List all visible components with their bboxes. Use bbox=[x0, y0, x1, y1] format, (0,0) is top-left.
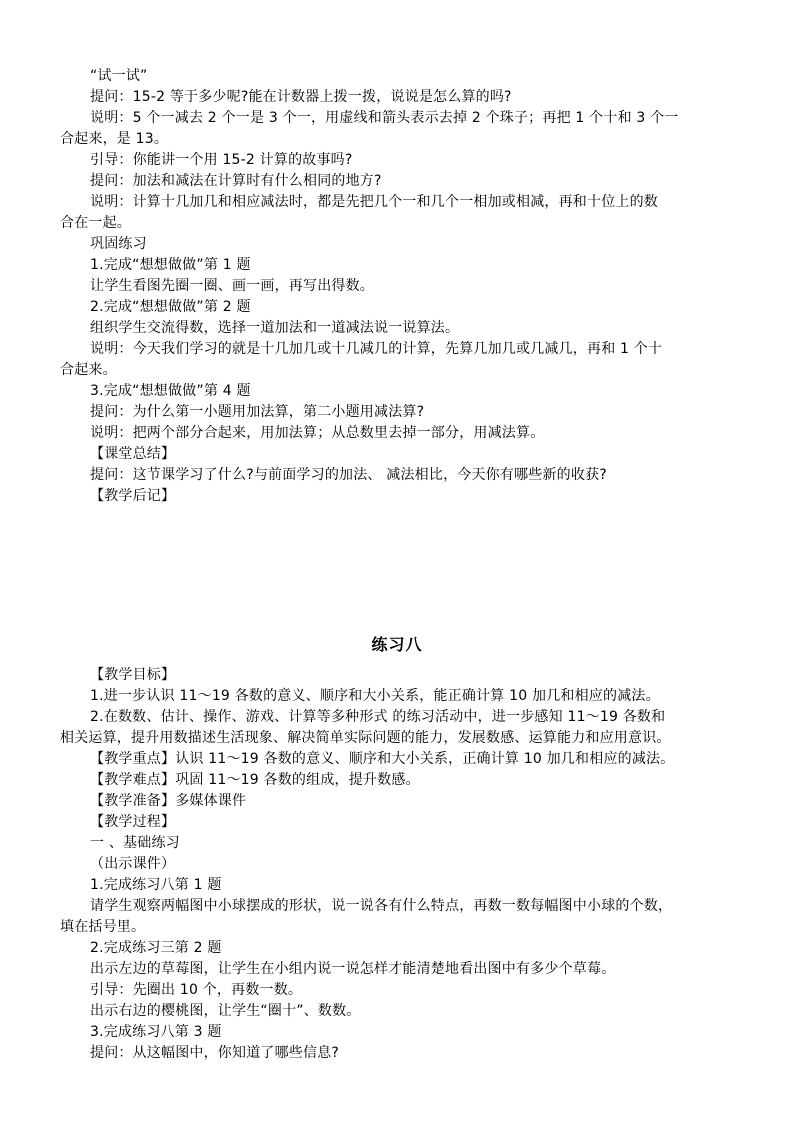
basic-practice-heading: 一 、基础练习 bbox=[90, 835, 180, 851]
text-line: 1.完成练习八第 1 题 bbox=[90, 877, 222, 893]
difficulty-line: 【教学难点】巩固 11～19 各数的组成，提升数感。 bbox=[90, 772, 420, 788]
text-line: 2.完成“想想做做”第 2 题 bbox=[90, 299, 251, 315]
text-line: 说明：计算十几加几和相应减法时，都是先把几个一和几个一相加或相减，再和十位上的数 bbox=[90, 194, 658, 210]
text-line: 填在括号里。 bbox=[60, 919, 146, 935]
text-line: 1.完成“想想做做”第 1 题 bbox=[90, 257, 251, 273]
text-line: 引导：先圈出 10 个，再数一数。 bbox=[90, 982, 303, 998]
text-line: 提问：15-2 等于多少呢?能在计数器上拨一拨，说说是怎么算的吗? bbox=[90, 89, 512, 105]
text-line: 说明：5 个一减去 2 个一是 3 个一，用虚线和箭头表示去掉 2 个珠子；再把 1 个十和 3 个一 bbox=[90, 110, 679, 126]
text-line: 3.完成练习八第 3 题 bbox=[90, 1024, 222, 1040]
goals-heading: 【教学目标】 bbox=[90, 667, 176, 683]
text-line: 提问：加法和减法在计算时有什么相同的地方? bbox=[90, 173, 382, 189]
text-line: 组织学生交流得数，选择一道加法和一道减法说一说算法。 bbox=[90, 320, 460, 336]
text-line: 让学生看图先圈一圈、画一画，再写出得数。 bbox=[90, 278, 374, 294]
text-line: 3.完成“想想做做”第 4 题 bbox=[90, 383, 251, 399]
try-it-heading: “试一试” bbox=[90, 68, 148, 84]
text-line: 请学生观察两幅图中小球摆成的形状，说一说各有什么特点，再数一数每幅图中小球的个数， bbox=[90, 898, 673, 914]
text-line: 出示右边的樱桃图，让学生“圈十”、数数。 bbox=[90, 1003, 361, 1019]
text-line: 1.进一步认识 11～19 各数的意义、顺序和大小关系，能正确计算 10 加几和相应的减法。 bbox=[90, 688, 660, 704]
text-line: 相关运算，提升用数描述生活现象、解决简单实际问题的能力，发展数感、运算能力和应用意识。 bbox=[60, 730, 671, 746]
text-line: 出示左边的草莓图，让学生在小组内说一说怎样才能清楚地看出图中有多少个草莓。 bbox=[90, 961, 616, 977]
preparation-line: 【教学准备】多媒体课件 bbox=[90, 793, 247, 809]
lesson-title: 练习八 bbox=[371, 635, 423, 654]
text-line: 说明：今天我们学习的就是十几加几或十几减几的计算，先算几加几或几减几，再和 1 个十 bbox=[90, 341, 663, 357]
summary-heading: 【课堂总结】 bbox=[90, 446, 176, 462]
text-line: 2.在数数、估计、操作、游戏、计算等多种形式 的练习活动中，进一步感知 11～19 各数和 bbox=[90, 709, 666, 725]
practice-heading: 巩固练习 bbox=[90, 236, 147, 252]
text-line: 提问：这节课学习了什么?与前面学习的加法、 减法相比，今天你有哪些新的收获? bbox=[90, 467, 607, 483]
text-line: 引导：你能讲一个用 15-2 计算的故事吗? bbox=[90, 152, 353, 168]
text-line: 提问：从这幅图中，你知道了哪些信息? bbox=[90, 1045, 340, 1061]
text-line: 提问：为什么第一小题用加法算，第二小题用减法算? bbox=[90, 404, 425, 420]
key-points-line: 【教学重点】认识 11～19 各数的意义、顺序和大小关系，正确计算 10 加几和相应的减法。 bbox=[90, 751, 675, 767]
text-line: 2.完成练习三第 2 题 bbox=[90, 940, 222, 956]
text-line: 合在一起。 bbox=[60, 215, 131, 231]
process-heading: 【教学过程】 bbox=[90, 814, 176, 830]
text-line: 说明：把两个部分合起来，用加法算；从总数里去掉一部分，用减法算。 bbox=[90, 425, 545, 441]
text-line: （出示课件） bbox=[90, 856, 176, 872]
postscript-heading: 【教学后记】 bbox=[90, 488, 176, 504]
text-line: 合起来，是 13。 bbox=[60, 131, 169, 147]
text-line: 合起来。 bbox=[60, 362, 117, 378]
